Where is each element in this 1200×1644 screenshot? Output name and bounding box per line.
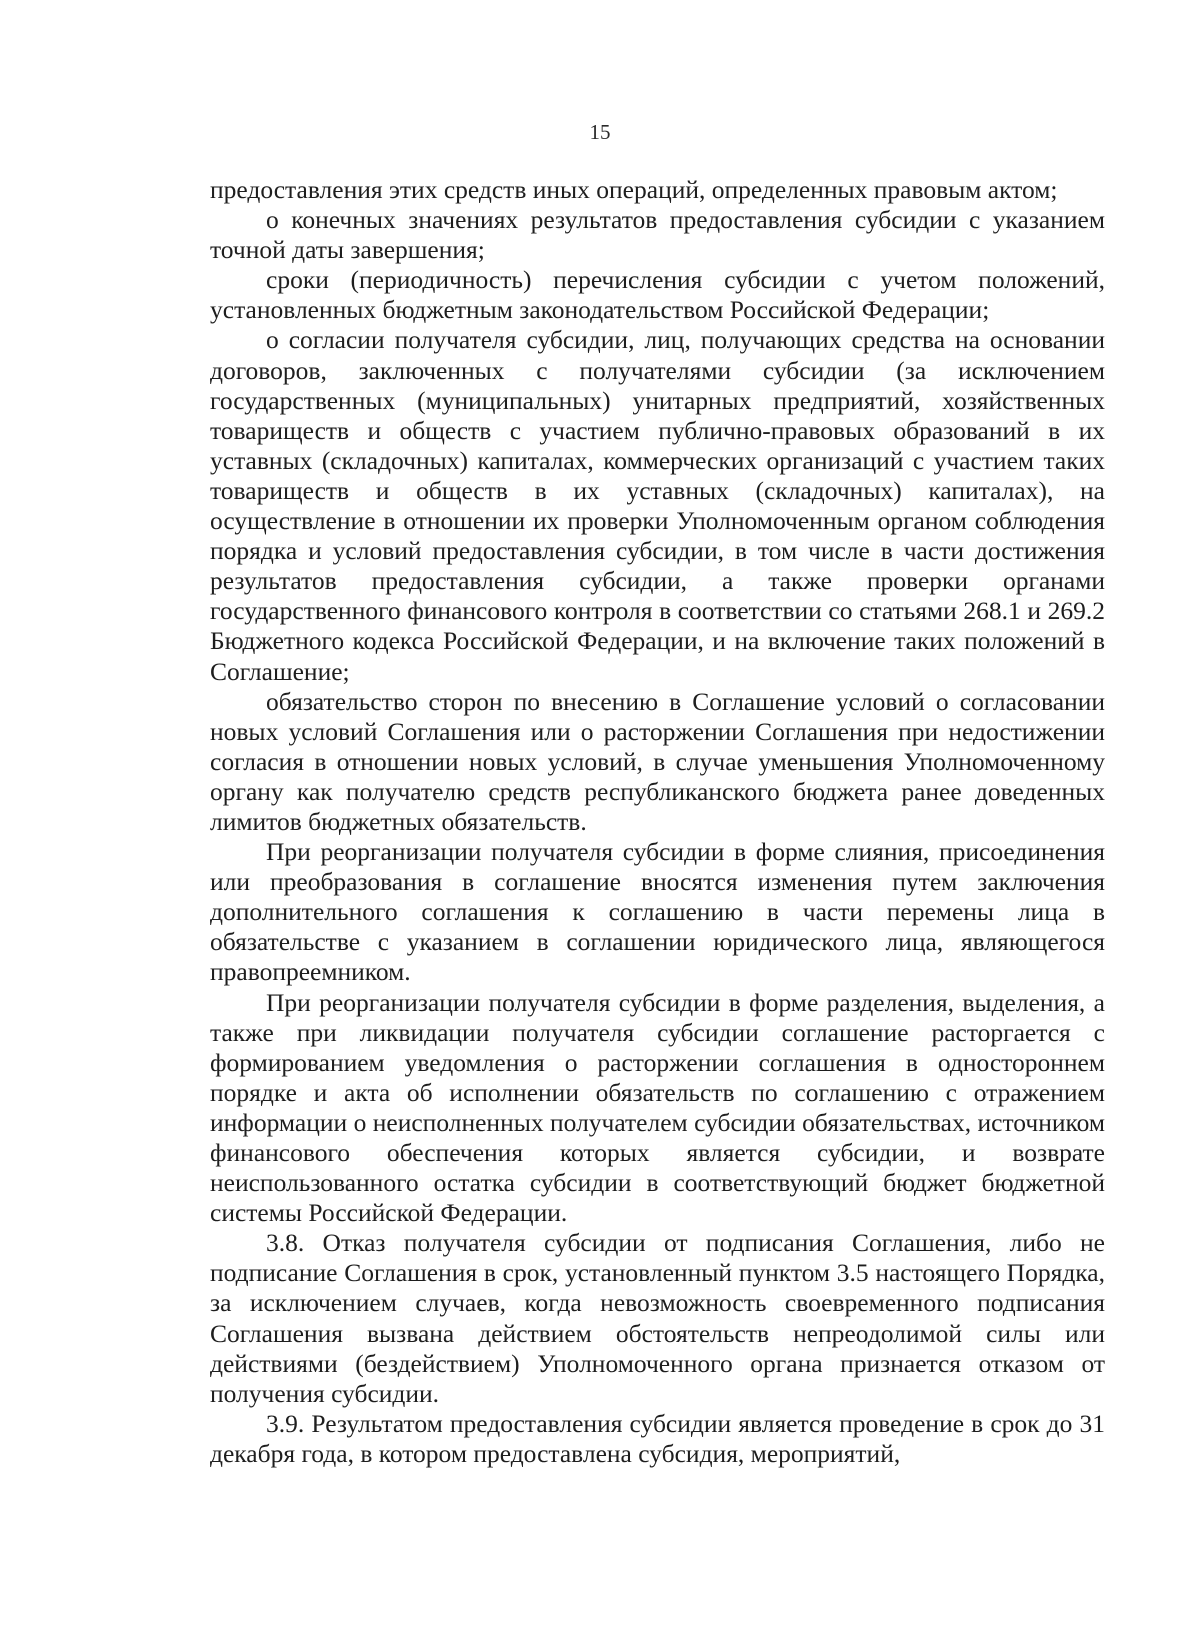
paragraph-section-3-8: 3.8. Отказ получателя субсидии от подписания Соглашения, либо не подписание Соглашения в срок, установленный пунктом 3.5 настоящего Порядка, за исключением случаев, когда невозможность своевременного подписания Соглашения вызвана действием обстоятельств непреодолимой силы или действиями (бездействием) Уполномоченного органа признается отказом от получения субсидии. bbox=[210, 1228, 1105, 1408]
document-body bbox=[210, 175, 1105, 1469]
paragraph-continuation: предоставления этих средств иных операций, определенных правовым актом; bbox=[210, 175, 1058, 204]
paragraph-section-3-9: 3.9. Результатом предоставления субсидии является проведение в срок до 31 декабря года, в котором предоставлена субсидия, мероприятий, bbox=[210, 1408, 1105, 1468]
page-number: 15 bbox=[589, 120, 611, 144]
paragraph-obligation-parties: обязательство сторон по внесению в Соглашение условий о согласовании новых условий Соглашения или о расторжении Соглашения при недостижении согласия в отношении новых условий, в случае уменьшения Уполномоченному органу как получателю средств республиканского бюджета ранее доведенных лимитов бюджетных обязательств. bbox=[210, 686, 1105, 836]
paragraph-consent-inspection: о согласии получателя субсидии, лиц, получающих средства на основании договоров, заключенных с получателями субсидии (за исключением государственных (муниципальных) унитарных предприятий, хозяйственных товариществ и обществ с участием публично-правовых образований в их уставных (складочных) капиталах, коммерческих организаций с участием таких товариществ и обществ в их уставных (складочных) капиталах), на осуществление в отношении их проверки Уполномоченным органом соблюдения порядка и условий предоставления субсидии, в том числе в части достижения результатов предоставления субсидии, а также проверки органами государственного финансового контроля в соответствии со статьями 268.1 и 269.2 Бюджетного кодекса Российской Федерации, и на включение таких положений в Соглашение; bbox=[210, 325, 1105, 686]
paragraph-reorganization-division: При реорганизации получателя субсидии в форме разделения, выделения, а также при ликвидации получателя субсидии соглашение расторгается с формированием уведомления о расторжении соглашения в одностороннем порядке и акта об исполнении обязательств по соглашению с отражением информации о неисполненных получателем субсидии обязательствах, источником финансового обеспечения которых является субсидии, и возврате неиспользованного остатка субсидии в соответствующий бюджет бюджетной системы Российской Федерации. bbox=[210, 987, 1105, 1228]
paragraph-transfer-terms: сроки (периодичность) перечисления субсидии с учетом положений, установленных бюджетным законодательством Российской Федерации; bbox=[210, 265, 1105, 325]
paragraph-final-values: о конечных значениях результатов предоставления субсидии с указанием точной даты завершения; bbox=[210, 205, 1105, 265]
paragraph-reorganization-merger: При реорганизации получателя субсидии в форме слияния, присоединения или преобразования в соглашение вносятся изменения путем заключения дополнительного соглашения к соглашению в части перемены лица в обязательстве с указанием в соглашении юридического лица, являющегося правопреемником. bbox=[210, 837, 1105, 987]
